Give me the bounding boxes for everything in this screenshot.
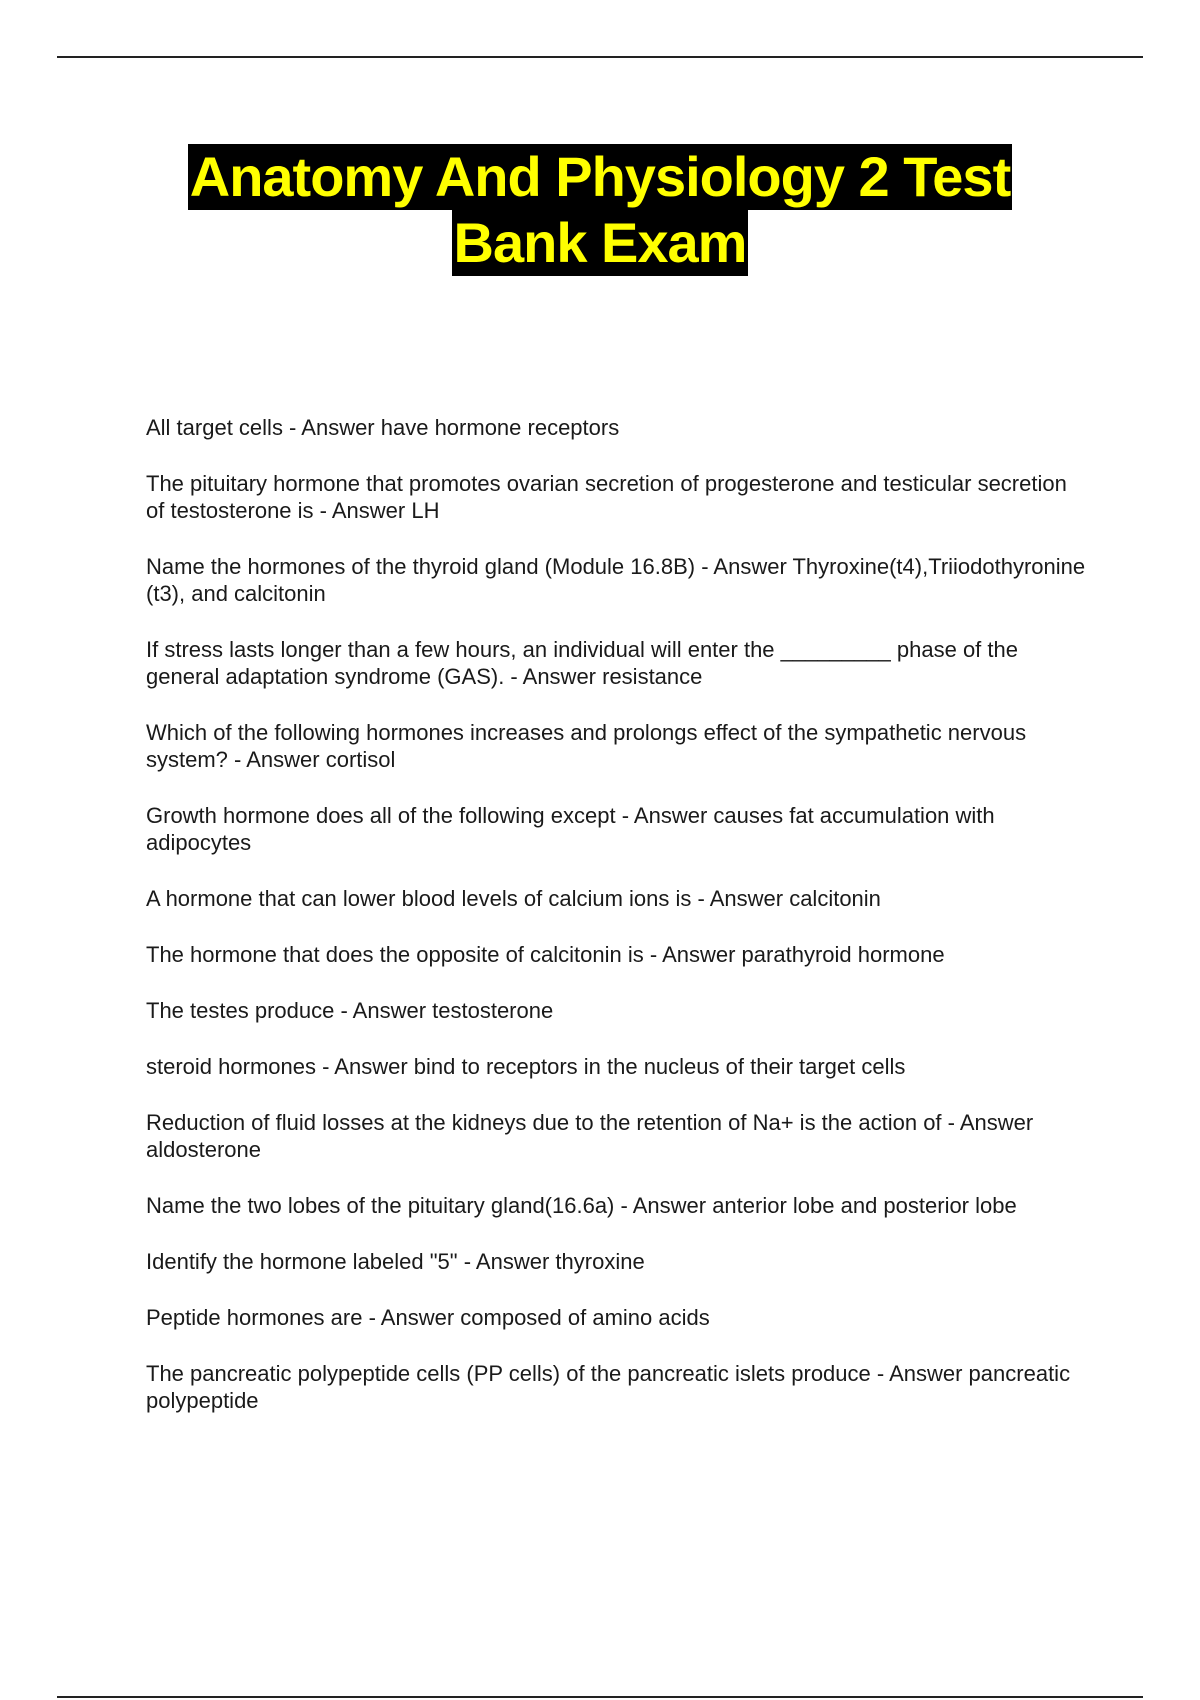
title-line-2: Bank Exam xyxy=(453,211,747,274)
qa-item: Name the hormones of the thyroid gland (Module 16.8B) - Answer Thyroxine(t4),Triiodothyronine (t3), and calcitonin xyxy=(146,554,1086,606)
title-line-1: Anatomy And Physiology 2 Test xyxy=(189,145,1011,208)
qa-item: Name the two lobes of the pituitary gland(16.6a) - Answer anterior lobe and posterior lobe xyxy=(146,1193,1017,1218)
qa-item: If stress lasts longer than a few hours, an individual will enter the _________ phase of the general adaptation syndrome (GAS). - Answer resistance xyxy=(146,637,1018,689)
qa-item: Peptide hormones are - Answer composed of amino acids xyxy=(146,1305,710,1330)
question-answer-list xyxy=(146,414,1091,1443)
qa-item: A hormone that can lower blood levels of calcium ions is - Answer calcitonin xyxy=(146,886,881,911)
qa-item: The pituitary hormone that promotes ovarian secretion of progesterone and testicular secretion of testosterone is - Answer LH xyxy=(146,471,1067,523)
qa-item: The testes produce - Answer testosterone xyxy=(146,998,554,1023)
top-rule xyxy=(57,56,1143,58)
qa-item: The hormone that does the opposite of calcitonin is - Answer parathyroid hormone xyxy=(146,942,945,967)
qa-item: Growth hormone does all of the following except - Answer causes fat accumulation with adipocytes xyxy=(146,803,995,855)
bottom-rule xyxy=(57,1696,1143,1698)
document-title xyxy=(0,144,1200,276)
qa-item: All target cells - Answer have hormone receptors xyxy=(146,415,620,440)
qa-item: Identify the hormone labeled "5" - Answer thyroxine xyxy=(146,1249,645,1274)
qa-item: The pancreatic polypeptide cells (PP cells) of the pancreatic islets produce - Answer pancreatic polypeptide xyxy=(146,1361,1071,1413)
qa-item: Which of the following hormones increases and prolongs effect of the sympathetic nervous system? - Answer cortisol xyxy=(146,720,1027,772)
qa-item: Reduction of fluid losses at the kidneys due to the retention of Na+ is the action of - Answer aldosterone xyxy=(146,1110,1034,1162)
qa-item: steroid hormones - Answer bind to receptors in the nucleus of their target cells xyxy=(146,1054,906,1079)
